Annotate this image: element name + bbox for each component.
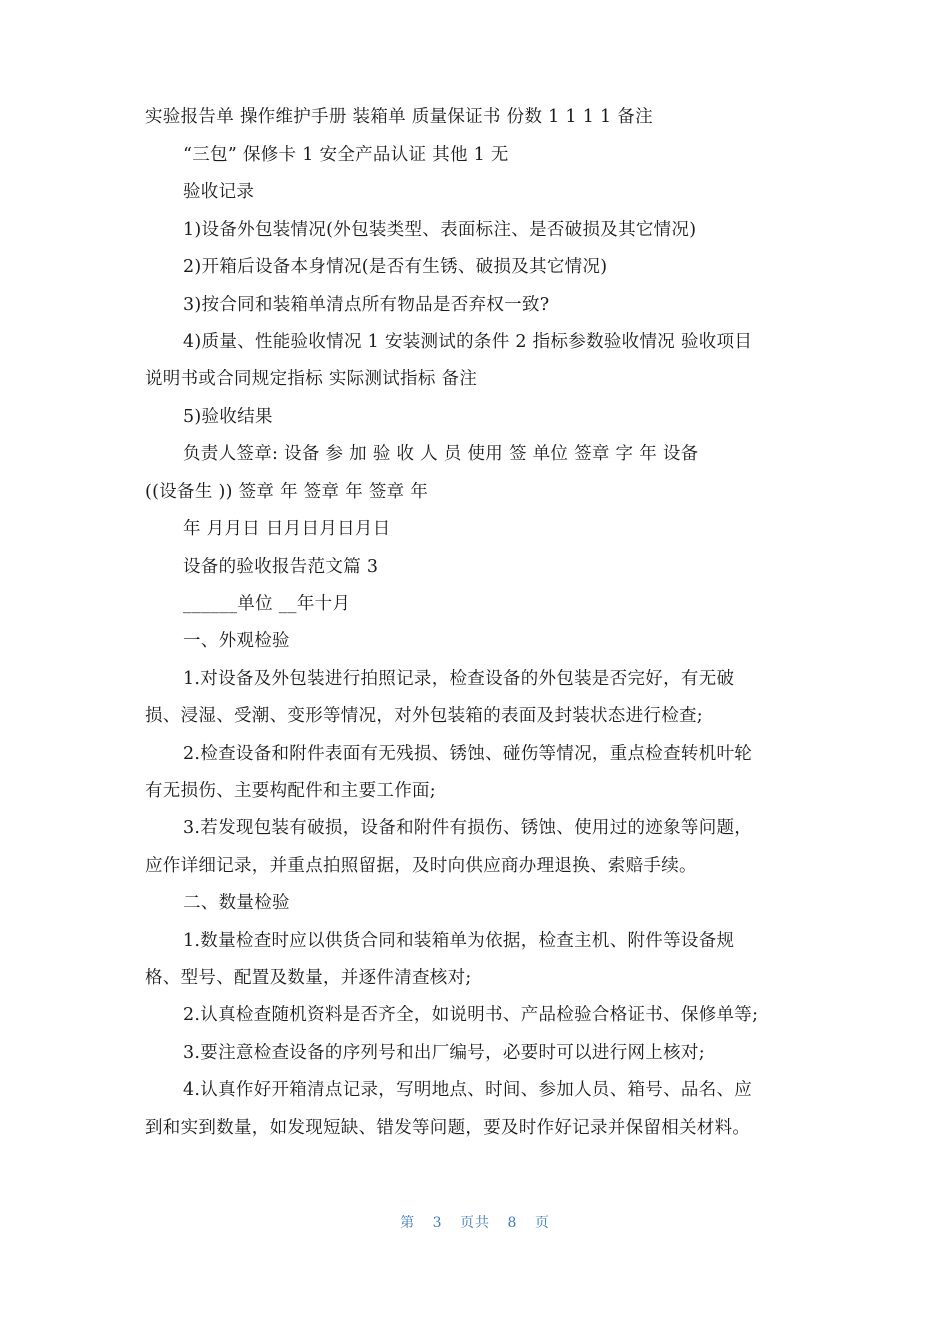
paragraph-line: 年 月月日 日月日月日月日 bbox=[183, 519, 391, 539]
paragraph-line: 3)按合同和装箱单清点所有物品是否弃权一致? bbox=[183, 295, 550, 315]
footer-prefix: 第 bbox=[400, 1215, 416, 1231]
footer-total-pages: 8 bbox=[507, 1215, 518, 1231]
paragraph-line: 4)质量、性能验收情况 1 安装测试的条件 2 指标参数验收情况 验收项目 bbox=[183, 332, 753, 352]
paragraph-line: 到和实到数量，如发现短缺、错发等问题，要及时作好记录并保留相关材料。 bbox=[145, 1118, 751, 1138]
paragraph-line: 损、浸湿、受潮、变形等情况，对外包装箱的表面及封装状态进行检查; bbox=[145, 706, 703, 726]
paragraph-line: 1.对设备及外包装进行拍照记录，检查设备的外包装是否完好，有无破 bbox=[183, 669, 735, 689]
section-heading: 二、数量检验 bbox=[183, 893, 290, 913]
paragraph-line: 1)设备外包装情况(外包装类型、表面标注、是否破损及其它情况) bbox=[183, 220, 697, 240]
paragraph-line: 实验报告单 操作维护手册 装箱单 质量保证书 份数 1 1 1 1 备注 bbox=[145, 107, 653, 127]
paragraph-line: 格、型号、配置及数量，并逐件清查核对; bbox=[145, 968, 472, 988]
paragraph-line: 3.若发现包装有破损，设备和附件有损伤、锈蚀、使用过的迹象等问题， bbox=[183, 818, 753, 838]
paragraph-line: 2)开箱后设备本身情况(是否有生锈、破损及其它情况) bbox=[183, 257, 608, 277]
paragraph-line: 有无损伤、主要构配件和主要工作面; bbox=[145, 781, 436, 801]
paragraph-line: 说明书或合同规定指标 实际测试指标 备注 bbox=[145, 369, 478, 389]
footer-middle: 页共 bbox=[460, 1215, 490, 1231]
paragraph-line: 2.认真检查随机资料是否齐全，如说明书、产品检验合格证书、保修单等; bbox=[183, 1005, 759, 1025]
footer-suffix: 页 bbox=[534, 1215, 550, 1231]
section-title: 设备的验收报告范文篇 3 bbox=[183, 557, 379, 577]
section-heading: 验收记录 bbox=[183, 182, 255, 202]
section-heading: 一、外观检验 bbox=[183, 631, 290, 651]
paragraph-line: ______单位 __年十月 bbox=[183, 594, 351, 614]
paragraph-line: 应作详细记录，并重点拍照留据，及时向供应商办理退换、索赔手续。 bbox=[145, 856, 697, 876]
paragraph-line: 5)验收结果 bbox=[183, 407, 273, 427]
paragraph-line: 负责人签章: 设备 参 加 验 收 人 员 使用 签 单位 签章 字 年 设备 bbox=[183, 444, 699, 464]
footer-current-page: 3 bbox=[432, 1215, 443, 1231]
paragraph-line: 4.认真作好开箱清点记录，写明地点、时间、参加人员、箱号、品名、应 bbox=[183, 1080, 753, 1100]
paragraph-line: 2.检查设备和附件表面有无残损、锈蚀、碰伤等情况，重点检查转机叶轮 bbox=[183, 744, 753, 764]
paragraph-line: ((设备生 )) 签章 年 签章 年 签章 年 bbox=[145, 482, 429, 502]
paragraph-line: 3.要注意检查设备的序列号和出厂编号，必要时可以进行网上核对; bbox=[183, 1043, 705, 1063]
paragraph-line: 1.数量检查时应以供货合同和装箱单为依据，检查主机、附件等设备规 bbox=[183, 931, 735, 951]
paragraph-line: “三包” 保修卡 1 安全产品认证 其他 1 无 bbox=[183, 145, 509, 165]
page-footer bbox=[0, 1212, 950, 1232]
